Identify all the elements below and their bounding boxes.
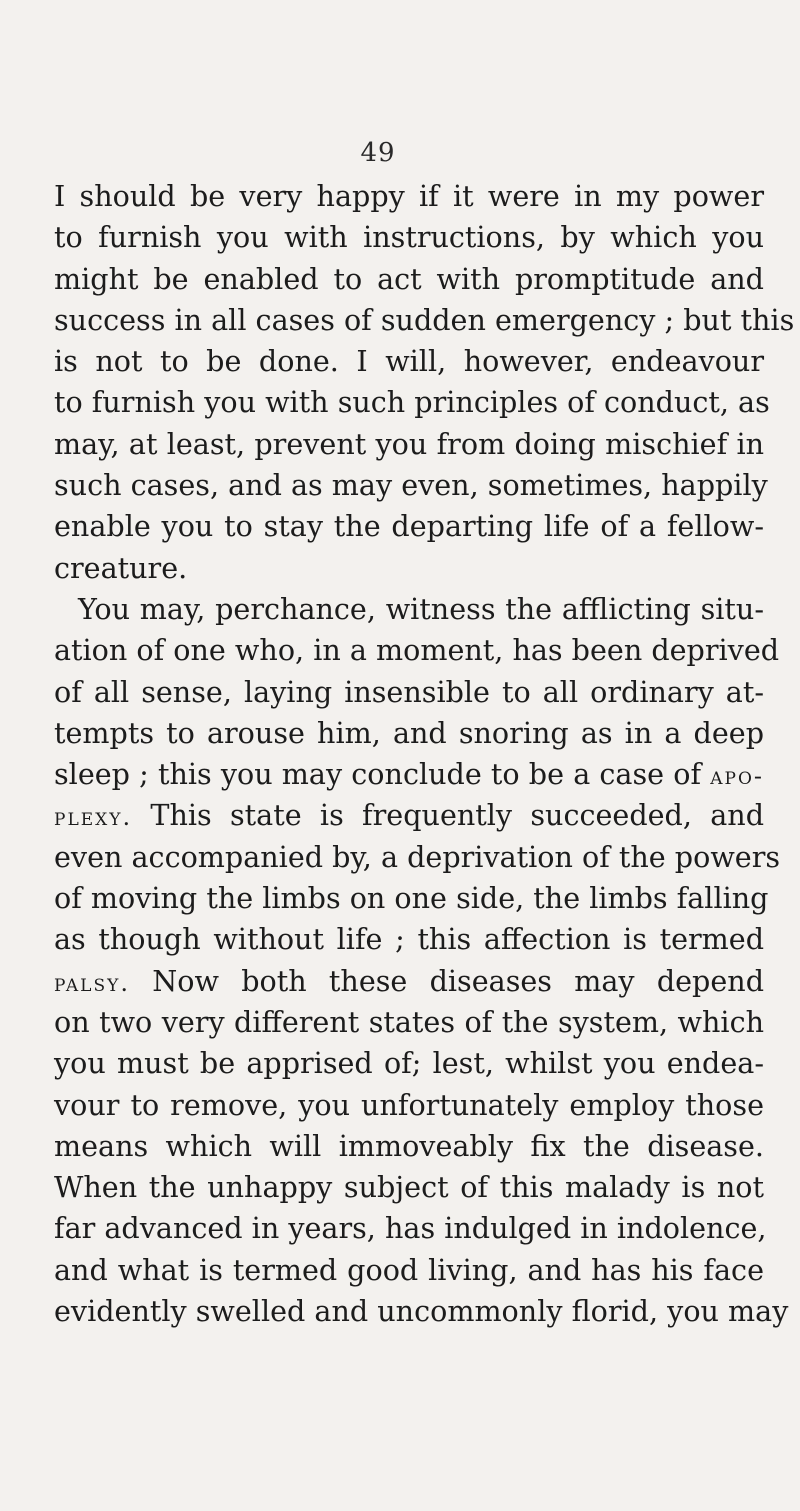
text-line: I should be very happy if it were in my power xyxy=(54,179,764,213)
text-line: might be enabled to act with promptitude and xyxy=(54,261,764,296)
text-line: on two very different states of the system, which xyxy=(54,1004,764,1039)
term-apoplexy-end: plexy. xyxy=(54,803,133,832)
text-line: you must be apprised of; lest, whilst you endea- xyxy=(54,1046,764,1081)
text-line: may, at least, prevent you from doing mischief in xyxy=(54,426,764,461)
term-apoplexy-start: apo- xyxy=(710,762,764,791)
body-text xyxy=(54,176,795,1332)
text-line: even accompanied by, a deprivation of the powers xyxy=(54,839,781,874)
text-line xyxy=(54,754,764,795)
text-line: You may, perchance, witness the afflicting situ- xyxy=(78,591,764,626)
text-line: and what is termed good living, and has his face xyxy=(54,1252,764,1287)
text-line: to furnish you with instructions, by which you xyxy=(54,220,764,255)
text-line: success in all cases of sudden emergency ; but this xyxy=(54,302,795,337)
text-segment: This state is frequently succeeded, and xyxy=(150,798,765,833)
text-line: evidently swelled and uncommonly florid, you may xyxy=(54,1294,789,1329)
text-line: as though without life ; this affection is termed xyxy=(54,922,764,957)
text-line: means which will immoveably fix the disease. xyxy=(54,1128,764,1163)
text-line: far advanced in years, has indulged in indolence, xyxy=(54,1211,767,1246)
text-line: to furnish you with such principles of conduct, as xyxy=(54,385,770,420)
text-line: of all sense, laying insensible to all ordinary at- xyxy=(54,674,764,709)
text-line: is not to be done. I will, however, endeavour xyxy=(54,344,764,379)
text-segment: Now both these diseases may depend xyxy=(152,963,764,998)
text-line: When the unhappy subject of this malady is not xyxy=(54,1170,764,1205)
text-line xyxy=(54,961,764,1002)
text-segment: sleep ; this you may conclude to be a case of xyxy=(54,757,702,792)
text-line: tempts to arouse him, and snoring as in a deep xyxy=(54,715,764,750)
text-line: creature. xyxy=(54,550,188,585)
text-line: ation of one who, in a moment, has been deprived xyxy=(54,633,780,668)
page-number: 49 xyxy=(360,138,396,168)
text-line xyxy=(54,795,764,836)
text-line: such cases, and as may even, sometimes, happily xyxy=(54,468,768,503)
text-line: of moving the limbs on one side, the limbs falling xyxy=(54,881,769,916)
text-line: vour to remove, you unfortunately employ those xyxy=(54,1087,764,1122)
term-palsy: palsy. xyxy=(54,968,130,997)
text-line: enable you to stay the departing life of a fellow- xyxy=(54,509,764,544)
